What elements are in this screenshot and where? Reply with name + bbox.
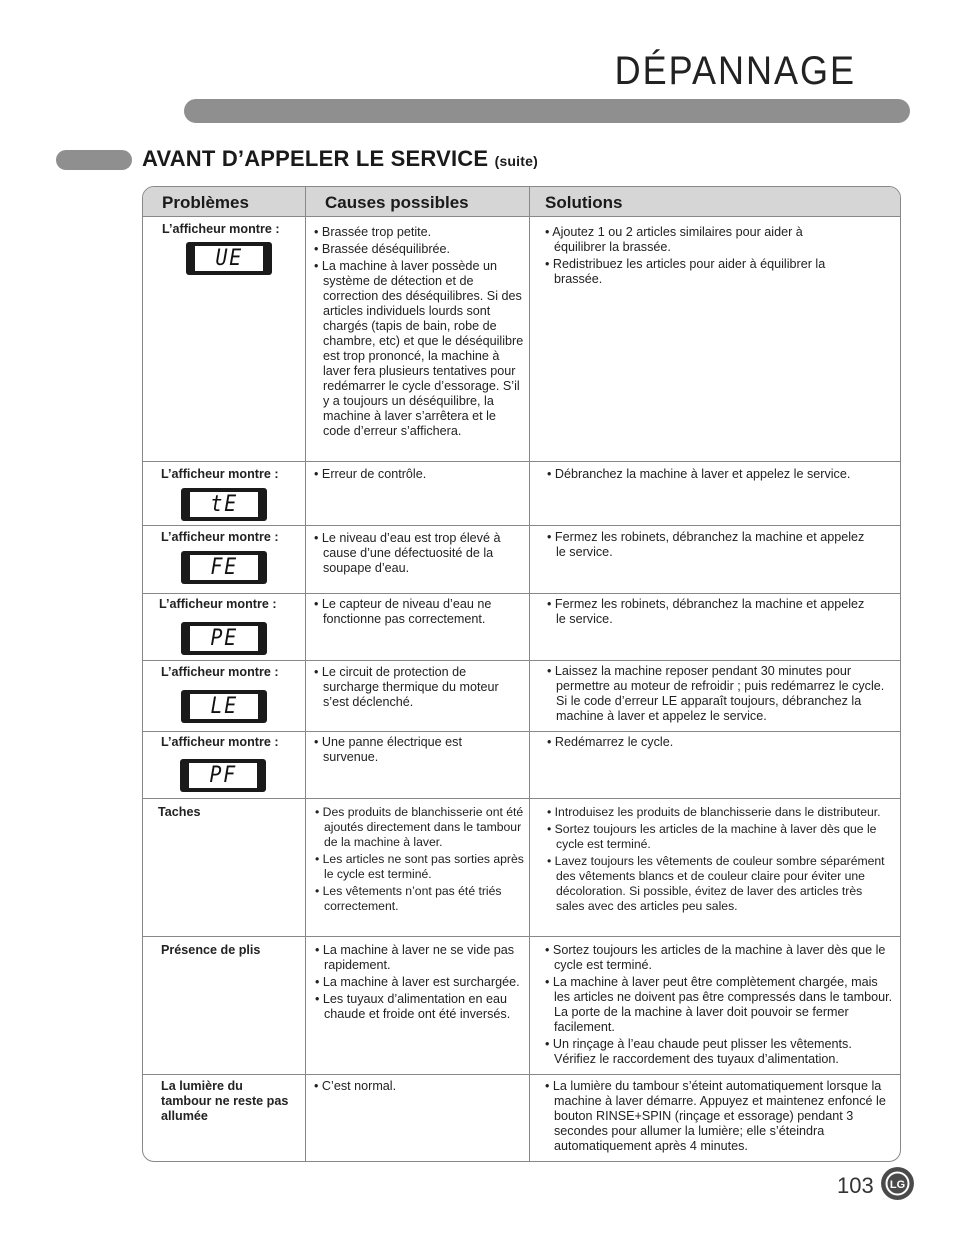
- causes-cell: [314, 735, 514, 767]
- problem-label: L’afficheur montre :: [162, 222, 280, 236]
- problem-label: Présence de plis: [161, 943, 261, 957]
- row-divider: [143, 1074, 900, 1075]
- cause-item: • Brassée trop petite.: [314, 225, 432, 239]
- causes-cell: [314, 1079, 524, 1096]
- cause-item: • Une panne électrique est survenue.: [314, 735, 462, 764]
- solution-item: • Un rinçage à l’eau chaude peut plisser les vêtements. Vérifiez le raccordement des tuyaux d’alimentation.: [545, 1037, 852, 1066]
- solution-item: • Fermez les robinets, débranchez la machine et appelez le service.: [547, 530, 865, 559]
- header-bar: [184, 99, 910, 123]
- row-divider: [143, 461, 900, 462]
- cause-item: • La machine à laver est surchargée.: [315, 975, 520, 989]
- error-code: tE: [210, 492, 238, 517]
- solution-item: • Redémarrez le cycle.: [547, 735, 674, 749]
- column-header-causes: Causes possibles: [325, 193, 469, 212]
- lcd-display-ue: [186, 242, 272, 275]
- solutions-cell: [547, 805, 892, 916]
- row-divider: [143, 593, 900, 594]
- solutions-cell: [547, 735, 877, 752]
- solution-item: • Ajoutez 1 ou 2 articles similaires pour aider à équilibrer la brassée.: [545, 225, 803, 254]
- causes-cell: [314, 467, 524, 484]
- solution-item: • Redistribuez les articles pour aider à équilibrer la brassée.: [545, 257, 826, 286]
- solutions-cell: [547, 530, 877, 562]
- lcd-display-le: [181, 690, 267, 723]
- cause-item: • Des produits de blanchisserie ont été ajoutés directement dans le tambour de la machine à laver.: [315, 805, 524, 849]
- section-title-suffix: (suite): [494, 153, 538, 169]
- column-divider: [305, 187, 306, 1161]
- cause-item: • Brassée déséquilibrée.: [314, 242, 451, 256]
- solutions-cell: [545, 1079, 895, 1156]
- problem-label: Taches: [158, 805, 201, 819]
- lg-logo-mark: [881, 1167, 914, 1200]
- solutions-cell: [547, 467, 892, 484]
- page-number: 103: [837, 1173, 874, 1198]
- column-divider: [529, 187, 530, 1161]
- cause-item: • Les vêtements n’ont pas été triés correctement.: [315, 884, 502, 913]
- row-divider: [143, 936, 900, 937]
- cause-item: • La machine à laver possède un système de détection et de correction des déséquilibres. Si des articles individuels lourds sont chargés (tapis de bain, robe de chambre, etc) et que le déséquilibre est trop prononcé, la machine à laver fera plusieurs tentatives pour redémarrer le cycle d’essorage. S’il y a toujours un déséquilibre, la machine à laver s’arrêtera et le code d’erreur s’affichera.: [314, 259, 524, 438]
- causes-cell: [315, 943, 525, 1024]
- error-code: PE: [210, 626, 238, 651]
- solution-item: • Lavez toujours les vêtements de couleur sombre séparément des vêtements blancs et de couleur claire pour éviter une décoloration. Si possible, évitez de laver des articles très sales avec des articles peu sales.: [547, 854, 885, 913]
- solution-item: • Laissez la machine reposer pendant 30 minutes pour permettre au moteur de refroidir ; puis redémarrez le cycle. Si le code d’erreur LE apparaît toujours, débranchez la machine à laver et appelez le service.: [547, 664, 885, 723]
- error-code: LE: [210, 694, 238, 719]
- row-divider: [143, 660, 900, 661]
- table-header: [143, 187, 900, 217]
- solutions-cell: [545, 943, 897, 1069]
- solution-item: • Introduisez les produits de blanchisserie dans le distributeur.: [547, 805, 881, 819]
- lcd-display-pe: [181, 622, 267, 655]
- causes-cell: [314, 597, 494, 629]
- error-code: PF: [209, 763, 237, 788]
- lcd-display-pf: [180, 759, 266, 792]
- problem-label: L’afficheur montre :: [161, 530, 279, 544]
- causes-cell: [315, 805, 525, 916]
- troubleshooting-table: [142, 186, 901, 1162]
- cause-item: • Les articles ne sont pas sorties après le cycle est terminé.: [315, 852, 524, 881]
- lcd-display-fe: [181, 551, 267, 584]
- cause-item: • Le niveau d’eau est trop élevé à cause d’une défectuosité de la soupape d’eau.: [314, 531, 501, 575]
- problem-label: L’afficheur montre :: [161, 665, 279, 679]
- problem-label: La lumière du tambour ne reste pas allumée: [161, 1079, 289, 1123]
- solution-item: • La lumière du tambour s’éteint automatiquement lorsque la machine à laver démarre. Appuyez et maintenez enfoncé le bouton RINSE+SPIN (rinçage et essorage) pendant 3 secondes pour allumer la lumière; elle s’éteindra automatiquement après 4 minutes.: [545, 1079, 886, 1153]
- lg-logo-icon: [881, 1167, 914, 1200]
- cause-item: • Le capteur de niveau d’eau ne fonctionne pas correctement.: [314, 597, 492, 626]
- problem-label: L’afficheur montre :: [161, 467, 279, 481]
- solution-item: • La machine à laver peut être complètement chargée, mais les articles ne doivent pas être compressés dans le tambour. La porte de la machine à laver doit pouvoir se fermer facilement.: [545, 975, 893, 1034]
- solutions-cell: [547, 664, 897, 726]
- column-header-problems: Problèmes: [162, 193, 249, 212]
- row-divider: [143, 798, 900, 799]
- section-title-text: AVANT D’APPELER LE SERVICE: [142, 146, 489, 171]
- section-marker: [56, 150, 132, 170]
- solution-item: • Fermez les robinets, débranchez la machine et appelez le service.: [547, 597, 865, 626]
- cause-item: • Les tuyaux d’alimentation en eau chaude et froide ont été inversés.: [315, 992, 511, 1021]
- cause-item: • Erreur de contrôle.: [314, 467, 427, 481]
- error-code: UE: [215, 246, 243, 271]
- row-divider: [143, 731, 900, 732]
- solutions-cell: [545, 225, 845, 289]
- causes-cell: [314, 531, 514, 578]
- page-title: DÉPANNAGE: [614, 47, 856, 93]
- cause-item: • Le circuit de protection de surcharge thermique du moteur s’est déclenché.: [314, 665, 499, 709]
- cause-item: • C’est normal.: [314, 1079, 397, 1093]
- row-divider: [143, 525, 900, 526]
- svg-text:LG: LG: [889, 1179, 906, 1191]
- solution-item: • Sortez toujours les articles de la machine à laver dès que le cycle est terminé.: [547, 822, 877, 851]
- causes-cell: [314, 225, 524, 441]
- section-title: [142, 146, 538, 172]
- solution-item: • Débranchez la machine à laver et appelez le service.: [547, 467, 851, 481]
- problem-label: L’afficheur montre :: [159, 597, 277, 611]
- causes-cell: [314, 665, 514, 712]
- problem-label: L’afficheur montre :: [161, 735, 279, 749]
- solution-item: • Sortez toujours les articles de la machine à laver dès que le cycle est terminé.: [545, 943, 886, 972]
- cause-item: • La machine à laver ne se vide pas rapidement.: [315, 943, 515, 972]
- column-header-solutions: Solutions: [545, 193, 623, 212]
- solutions-cell: [547, 597, 877, 629]
- error-code: FE: [210, 555, 238, 580]
- lcd-display-te: [181, 488, 267, 521]
